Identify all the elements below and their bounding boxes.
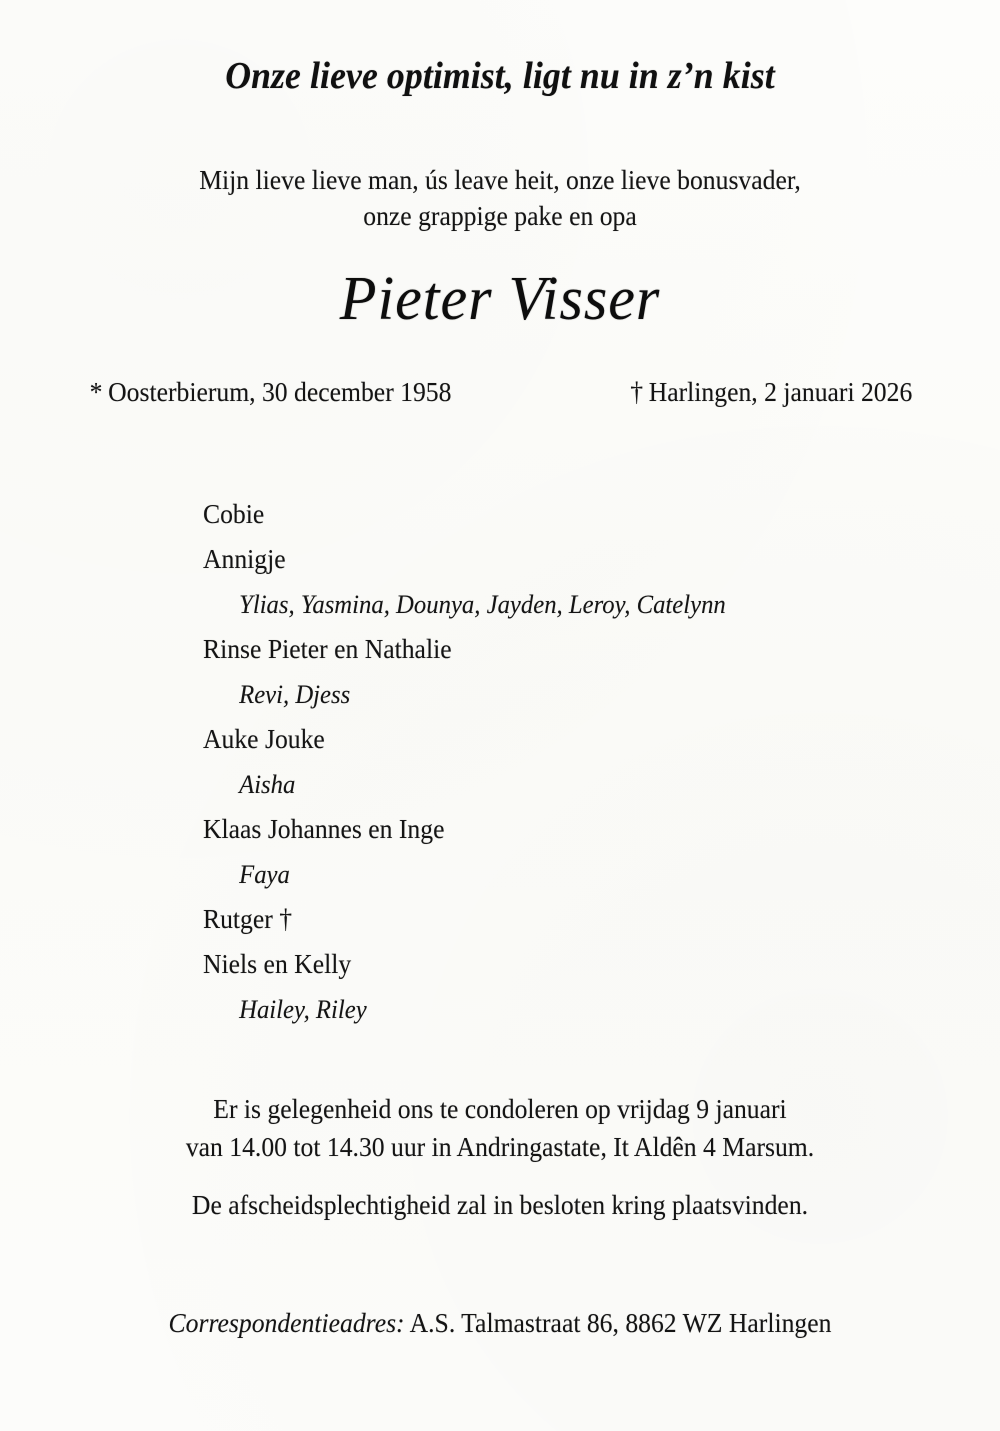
survivor-row: Auke Jouke: [203, 724, 325, 754]
survivor-row: Niels en Kelly: [203, 949, 352, 979]
death-entry: [630, 375, 918, 409]
survivor-row: Rutger †: [203, 904, 293, 934]
condolence-paragraph: [101, 1090, 899, 1166]
ceremony-paragraph: [101, 1186, 899, 1224]
ceremony-line-1: De afscheidsplechtigheid zal in besloten kring plaatsvinden.: [191, 1190, 809, 1220]
survivors-list: [203, 492, 903, 1032]
death-dagger-icon: †: [630, 377, 644, 407]
correspondence-label: Correspondentieadres:: [168, 1308, 405, 1338]
birth-asterisk-icon: *: [89, 377, 103, 407]
obituary-headline: Onze lieve optimist, ligt nu in z’n kist: [225, 55, 775, 97]
correspondence-value: A.S. Talmastraat 86, 8862 WZ Harlingen: [409, 1308, 832, 1338]
survivor-row: Hailey, Riley: [239, 995, 367, 1024]
survivor-row: Ylias, Yasmina, Dounya, Jayden, Leroy, Catelynn: [239, 590, 726, 619]
survivor-row: Faya: [239, 860, 290, 889]
survivor-row: Rinse Pieter en Nathalie: [203, 634, 452, 664]
survivor-row: Klaas Johannes en Inge: [203, 814, 445, 844]
deceased-name: Pieter Visser: [339, 265, 661, 333]
relationship-subtitle-line-1: Mijn lieve lieve man, ús leave heit, onze lieve bonusvader,: [199, 165, 801, 195]
birth-entry: [82, 375, 451, 409]
survivor-row: Aisha: [239, 770, 296, 799]
relationship-subtitle: [111, 162, 890, 234]
condolence-line-2: van 14.00 tot 14.30 uur in Andringastate, It Aldên 4 Marsum.: [185, 1132, 815, 1162]
death-place-date: Harlingen, 2 januari 2026: [648, 377, 913, 407]
survivor-row: Cobie: [203, 499, 265, 529]
survivor-row: Revi, Djess: [239, 680, 351, 709]
relationship-subtitle-line-2: onze grappige pake en opa: [363, 201, 637, 231]
correspondence-address: [101, 1305, 899, 1341]
condolence-line-1: Er is gelegenheid ons te condoleren op vrijdag 9 januari: [213, 1094, 787, 1124]
survivor-row: Annigje: [203, 544, 286, 574]
birth-place-date: Oosterbierum, 30 december 1958: [108, 377, 452, 407]
birth-death-line: [82, 375, 918, 409]
